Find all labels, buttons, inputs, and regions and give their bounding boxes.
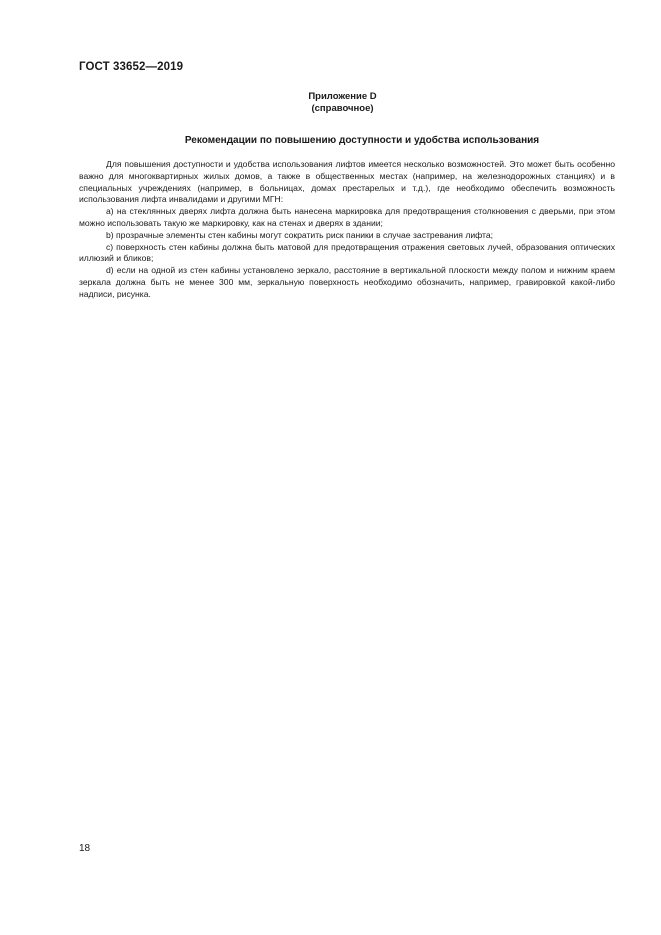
appendix-title: Приложение D: [308, 91, 377, 102]
paragraph-item-c: c) поверхность стен кабины должна быть матовой для предотвращения отражения световых лучей, образования оптических иллюзий и бликов;: [79, 241, 615, 264]
section-title: Рекомендации по повышению доступности и удобства использования: [184, 135, 540, 146]
page-number: 18: [79, 843, 91, 854]
paragraph-item-a: a) на стеклянных дверях лифта должна быть нанесена маркировка для предотвращения столкновения с дверьми, при этом можно использовать такую же маркировку, как на стенах и дверях в здании;: [79, 206, 615, 228]
body-text: [79, 159, 615, 301]
paragraph-item-b: b) прозрачные элементы стен кабины могут сократить риск паники в случае застревания лифта;: [106, 229, 494, 240]
appendix-heading: [0, 91, 661, 115]
paragraph-item-d: d) если на одной из стен кабины установлено зеркало, расстояние в вертикальной плоскости между полом и нижним краем зеркала должна быть не менее 300 мм, зеркальную поверхность необходимо обозначить, например, гравировкой какой-либо надписи, рисунка.: [79, 265, 615, 299]
document-code-header: ГОСТ 33652—2019: [79, 61, 184, 73]
paragraph-intro: Для повышения доступности и удобства использования лифтов имеется несколько возможностей. Это может быть особенно важно для многоквартирных жилых домов, а также в общественных местах (например, на железнодорожных станциях) и в специальных учреждениях (например, в больницах, домах престарелых и т.д.), где необходимо обеспечить возможность использования лифта инвалидами и другими МГН:: [79, 159, 615, 205]
appendix-subtitle: (справочное): [311, 103, 374, 114]
